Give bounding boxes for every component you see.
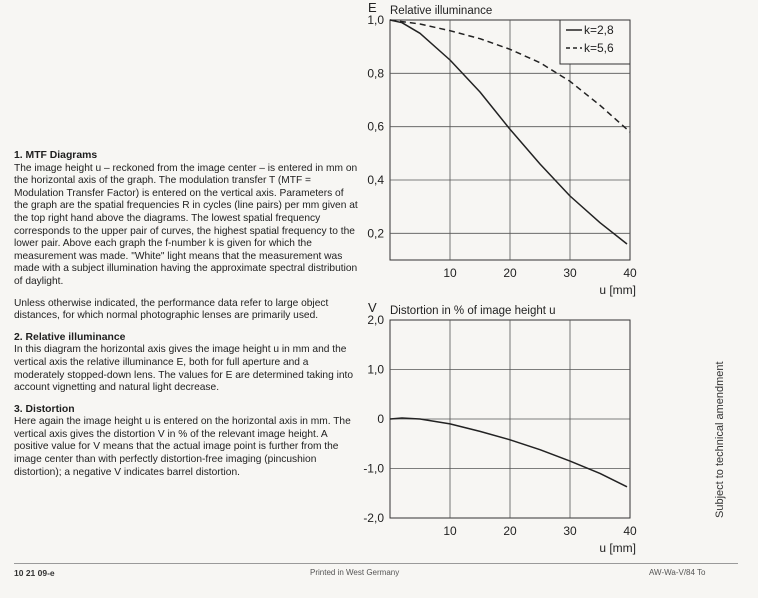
illuminance-y-tick-label: 0,8 [367, 66, 384, 81]
footer-divider [14, 563, 738, 564]
illuminance-x-axis-label: u [mm] [599, 283, 636, 297]
illuminance-title: Relative illuminance [390, 5, 493, 17]
distortion-y-tick-label: -1,0 [363, 461, 384, 476]
illuminance-x-tick-label: 20 [503, 266, 517, 280]
illuminance-y-tick-label: 0,4 [367, 173, 384, 187]
distortion-y-tick-label: 2,0 [367, 313, 384, 327]
footer-code: AW-Wa-V/84 To [649, 568, 706, 577]
distortion-y-tick-label: 0 [377, 412, 384, 426]
distortion-y-tick-label: 1,0 [367, 362, 384, 377]
relative-illuminance-chart [367, 0, 637, 297]
illuminance-legend-label: k=5,6 [584, 41, 614, 55]
section-body: Unless otherwise indicated, the performance data refer to large object distances, for which normal photographic lenses are primarily used. [14, 297, 329, 322]
distortion-x-axis-label: u [mm] [599, 541, 636, 555]
section-body: Here again the image height u is entered on the horizontal axis in mm. The vertical axis gives the distortion V in % of the relevant image height. A positive value for V means that the actual image point is further from the image center than with perfectly distortion-free imaging (pincushion distortion); a negative V indicates barrel distortion. [14, 416, 351, 478]
footer-doc-number: 10 21 09-e [14, 568, 55, 578]
distortion-x-tick-label: 30 [563, 524, 577, 538]
footer-printed-in: Printed in West Germany [310, 568, 400, 577]
distortion-series-line [390, 418, 627, 487]
distortion-y-tick-label: -2,0 [363, 511, 384, 525]
distortion-x-tick-label: 40 [623, 524, 637, 538]
illuminance-y-tick-label: 1,0 [367, 13, 384, 27]
illuminance-y-tick-label: 0,6 [367, 119, 384, 134]
illuminance-legend-label: k=2,8 [584, 23, 614, 37]
distortion-chart [363, 300, 637, 555]
illuminance-y-tick-label: 0,2 [367, 226, 384, 241]
section-heading: 3. Distortion [14, 403, 75, 415]
section-heading: 1. MTF Diagrams [14, 150, 98, 161]
illuminance-x-tick-label: 40 [623, 266, 637, 280]
section-body: The image height u – reckoned from the image center – is entered in mm on the horizontal axis of the graph. The modulation transfer T (MTF = Modulation Transfer Factor) is entered on the vertical axis. Parameters of the graph are the spatial frequencies R in cycles (line pairs) per mm given at the top right hand above the diagrams. The lowest spatial frequency corresponds to the upper pair of curves, the highest spatial frequency to the lower pair. Above each graph the f-number k is given for which the measurement was made. "White" light means that the measurement was made with a subject illumination having the approximate spectral distribution of daylight. [14, 162, 358, 287]
distortion-y-axis-symbol: V [368, 300, 377, 315]
distortion-title: Distortion in % of image height u [390, 305, 556, 317]
section-heading: 2. Relative illuminance [14, 331, 126, 343]
illuminance-x-tick-label: 30 [563, 266, 577, 280]
distortion-x-tick-label: 20 [503, 524, 517, 538]
section-body: In this diagram the horizontal axis gives the image height u in mm and the vertical axis the relative illuminance E, both for full aperture and a moderately stopped-down lens. The values for E are determined taking into account vignetting and natural light decrease. [14, 344, 354, 394]
illuminance-y-axis-symbol: E [368, 0, 377, 15]
illuminance-x-tick-label: 10 [443, 266, 457, 280]
distortion-x-tick-label: 10 [443, 524, 457, 538]
side-note: Subject to technical amendment [714, 361, 726, 518]
